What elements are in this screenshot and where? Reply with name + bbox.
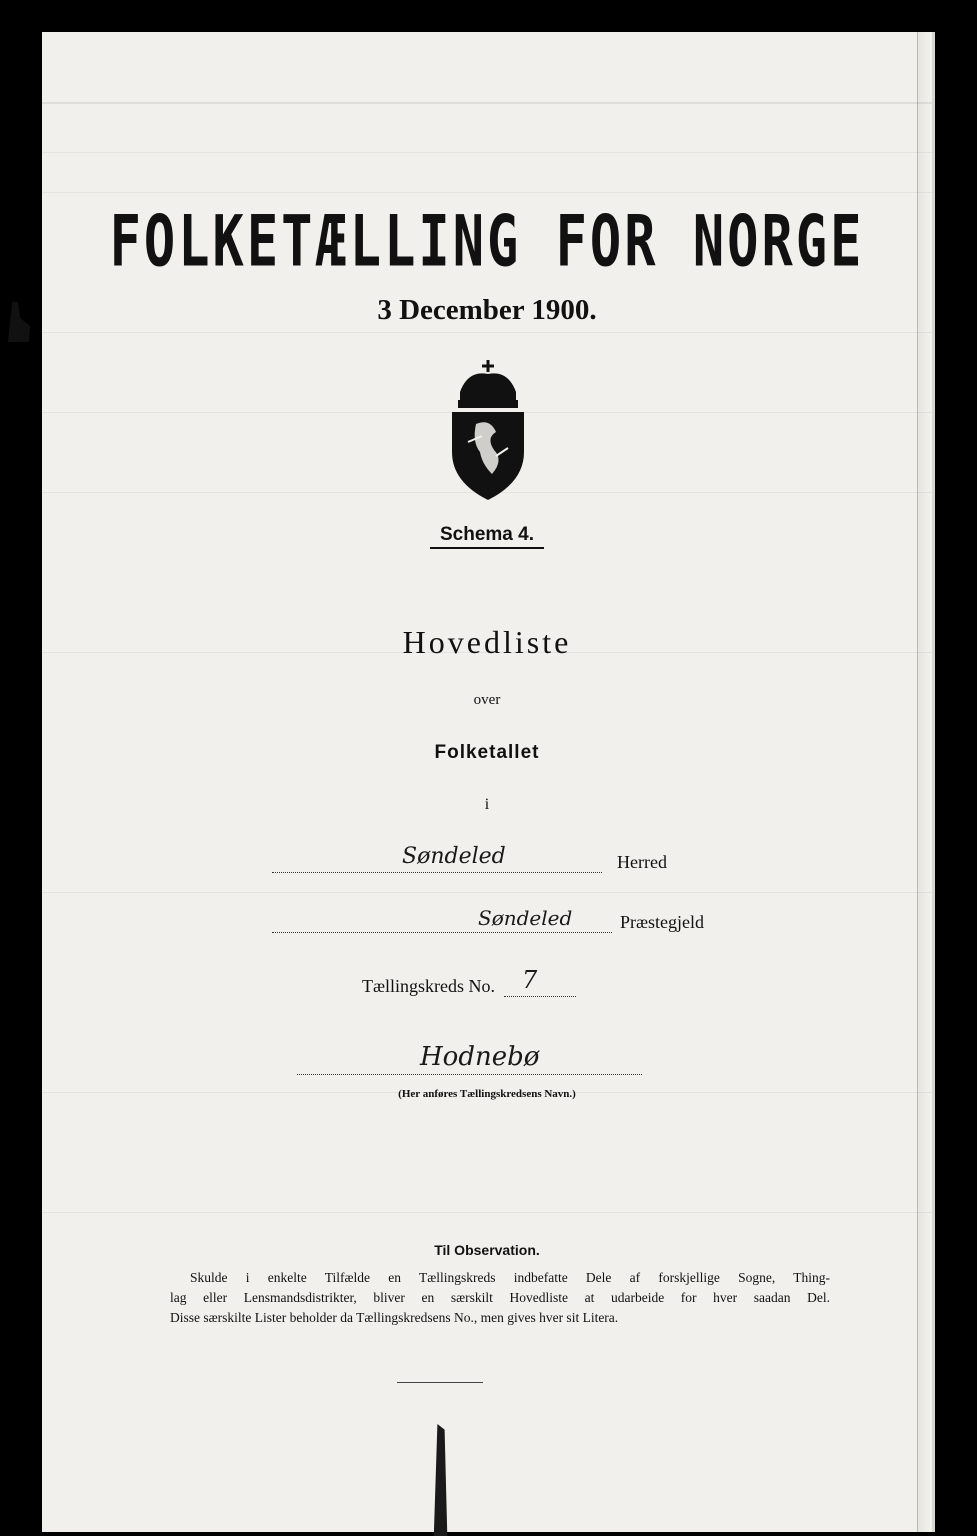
form-heading: Hovedliste bbox=[402, 624, 572, 660]
bleed-line bbox=[42, 192, 932, 193]
census-date: 3 December 1900. bbox=[377, 294, 597, 326]
document-title: FOLKETÆLLING FOR NORGE bbox=[109, 202, 865, 283]
observation-body bbox=[170, 1268, 830, 1328]
bleed-line bbox=[42, 332, 932, 333]
bleed-line bbox=[42, 1212, 932, 1213]
bleed-line bbox=[42, 152, 932, 153]
kreds-number-dotted-line bbox=[504, 996, 576, 997]
herred-handwritten-value: Søndeled bbox=[402, 844, 506, 869]
observation-line: lag eller Lensmandsdistrikter, bliver en særskilt Hovedliste at udarbeide for hver saadan Del. bbox=[170, 1290, 830, 1305]
prestegjeld-handwritten-value: Søndeled bbox=[478, 906, 573, 930]
coat-of-arms-icon bbox=[438, 352, 538, 502]
herred-label: Herred bbox=[617, 852, 667, 872]
bleed-line bbox=[42, 102, 932, 104]
kreds-number-label: Tællingskreds No. bbox=[362, 976, 495, 996]
page-tab-mark bbox=[8, 302, 30, 342]
observation-title: Til Observation. bbox=[434, 1242, 540, 1258]
kreds-name-handwritten-value: Hodnebø bbox=[420, 1042, 540, 1072]
over-word: over bbox=[473, 692, 501, 708]
prestegjeld-dotted-line bbox=[272, 932, 612, 933]
schema-text: Schema 4. bbox=[430, 524, 544, 549]
schema-label bbox=[42, 524, 932, 546]
observation-line: Disse særskilte Lister beholder da Tællingskredsens No., men gives hver sit Litera. bbox=[170, 1310, 619, 1325]
observation-line: Skulde i enkelte Tilfælde en Tællingskreds indbefatte Dele af forskjellige Sogne, Thing- bbox=[190, 1270, 830, 1285]
herred-dotted-line bbox=[272, 872, 602, 873]
bleed-line bbox=[42, 892, 932, 893]
prestegjeld-label: Præstegjeld bbox=[620, 912, 704, 932]
kreds-name-note: (Her anføres Tællingskredsens Navn.) bbox=[398, 1088, 576, 1100]
kreds-name-dotted-line bbox=[297, 1074, 642, 1075]
closing-rule bbox=[397, 1382, 483, 1383]
subject-label: Folketallet bbox=[434, 742, 540, 763]
kreds-number-value: 7 bbox=[522, 966, 538, 994]
i-word: i bbox=[484, 796, 490, 813]
census-form-page bbox=[42, 32, 935, 1532]
